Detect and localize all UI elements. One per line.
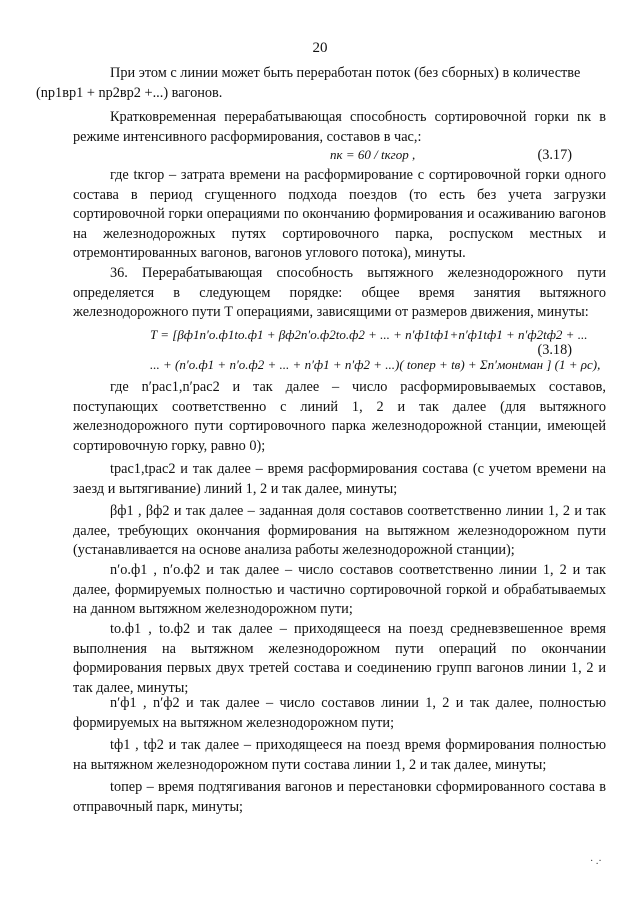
paragraph-hump-time-definition: где tкгор – затрата времени на расформирование с сортировочной горки одного состава в период сгущенного подхода поездов (то есть без учета загрузки сортировочной горки операциями по окончанию формирования и осаживанию вагонов на железнодорожных путях сортировочного парка, роспуском местных и отремонтированных вагонов, вагонов углового потока), минуты. — [73, 167, 606, 262]
definition-disbanding-time: tрас1,tрас2 и так далее – время расформирования состава (с учетом времени на заезд и вытягивание) линий 1, 2 и так далее, минуты; — [73, 461, 606, 497]
paragraph-flow-intro — [36, 64, 606, 103]
formula-3-18-line1: T = [βф1n′о.ф1tо.ф1 + βф2n′о.ф2tо.ф2 + ... + n′ф1tф1+n′ф1tф1 + n′ф2tф2 + ... — [150, 327, 588, 342]
formula-3-17: nк = 60 / tкгор , — [330, 147, 416, 162]
page-number: 20 — [312, 40, 328, 56]
definition-pulling-time: tопер – время подтягивания вагонов и перестановки сформированного состава в отправочный парк, минуты; — [73, 779, 606, 815]
paragraph-short-term-capacity: Кратковременная перерабатывающая способность сортировочной горки nк в режиме интенсивного расформирования, составов в час,: — [73, 109, 606, 145]
equation-number-3-17: (3.17) — [537, 147, 572, 163]
definition-average-time: tо.ф1 , tо.ф2 и так далее – приходящееся на поезд средневзвешенное время выполнения на вытяжном железнодорожном пути операций по окончании формирования первых двух третей состава и соединению групп вагонов линии 1, 2 и так далее, минуты; — [73, 621, 606, 696]
equation-number-3-18: (3.18) — [537, 342, 572, 358]
paragraph-item-36: 36. Перерабатывающая способность вытяжного железнодорожного пути определяется в следующем порядке: общее время занятия вытяжного железнодорожного пути T операциями, зависящими от размеров движения, минуты: — [73, 265, 606, 321]
paragraph-flow-line: При этом с линии может быть переработан поток (без сборных) в количестве — [110, 65, 581, 81]
definition-fully-formed-trains: n′ф1 , n′ф2 и так далее – число составов линии 1, 2 и так далее, полностью формируемых на вытяжном железнодорожном пути; — [73, 695, 606, 731]
definition-share-of-trains: βф1 , βф2 и так далее – заданная доля составов соответственно линии 1, 2 и так далее, требующих окончания формирования на вытяжном железнодорожном пути (устанавливается на основе анализа работы железнодорожной станции); — [73, 503, 606, 559]
definition-disbanded-trains: где n′рас1,n′рас2 и так далее – число расформировываемых составов, поступающих соответственно с линий 1, 2 и так далее (для вытяжного железнодорожного пути сортировочного парка железнодорожной станции, имеющей сортировочную горку, равно 0); — [73, 379, 606, 454]
paragraph-flow-expression: (nр1вр1 + nр2вр2 +...) вагонов. — [36, 84, 223, 101]
scan-marks: · .· — [590, 856, 602, 867]
formula-3-18-line2: ... + (n′о.ф1 + n′о.ф2 + ... + n′ф1 + n′ф2 + ...)( tопер + tв) + Σn′монtман ] (1 + ρс), — [150, 357, 601, 372]
definition-formed-trains: n′о.ф1 , n′о.ф2 и так далее – число составов соответственно линии 1, 2 и так далее, формируемых полностью и частично сортировочной горкой и обрабатываемых на данном вытяжном железнодорожном пути; — [73, 562, 606, 618]
definition-forming-time: tф1 , tф2 и так далее – приходящееся на поезд время формирования полностью на вытяжном железнодорожном пути состава линии 1, 2 и так далее, минуты; — [73, 737, 606, 773]
